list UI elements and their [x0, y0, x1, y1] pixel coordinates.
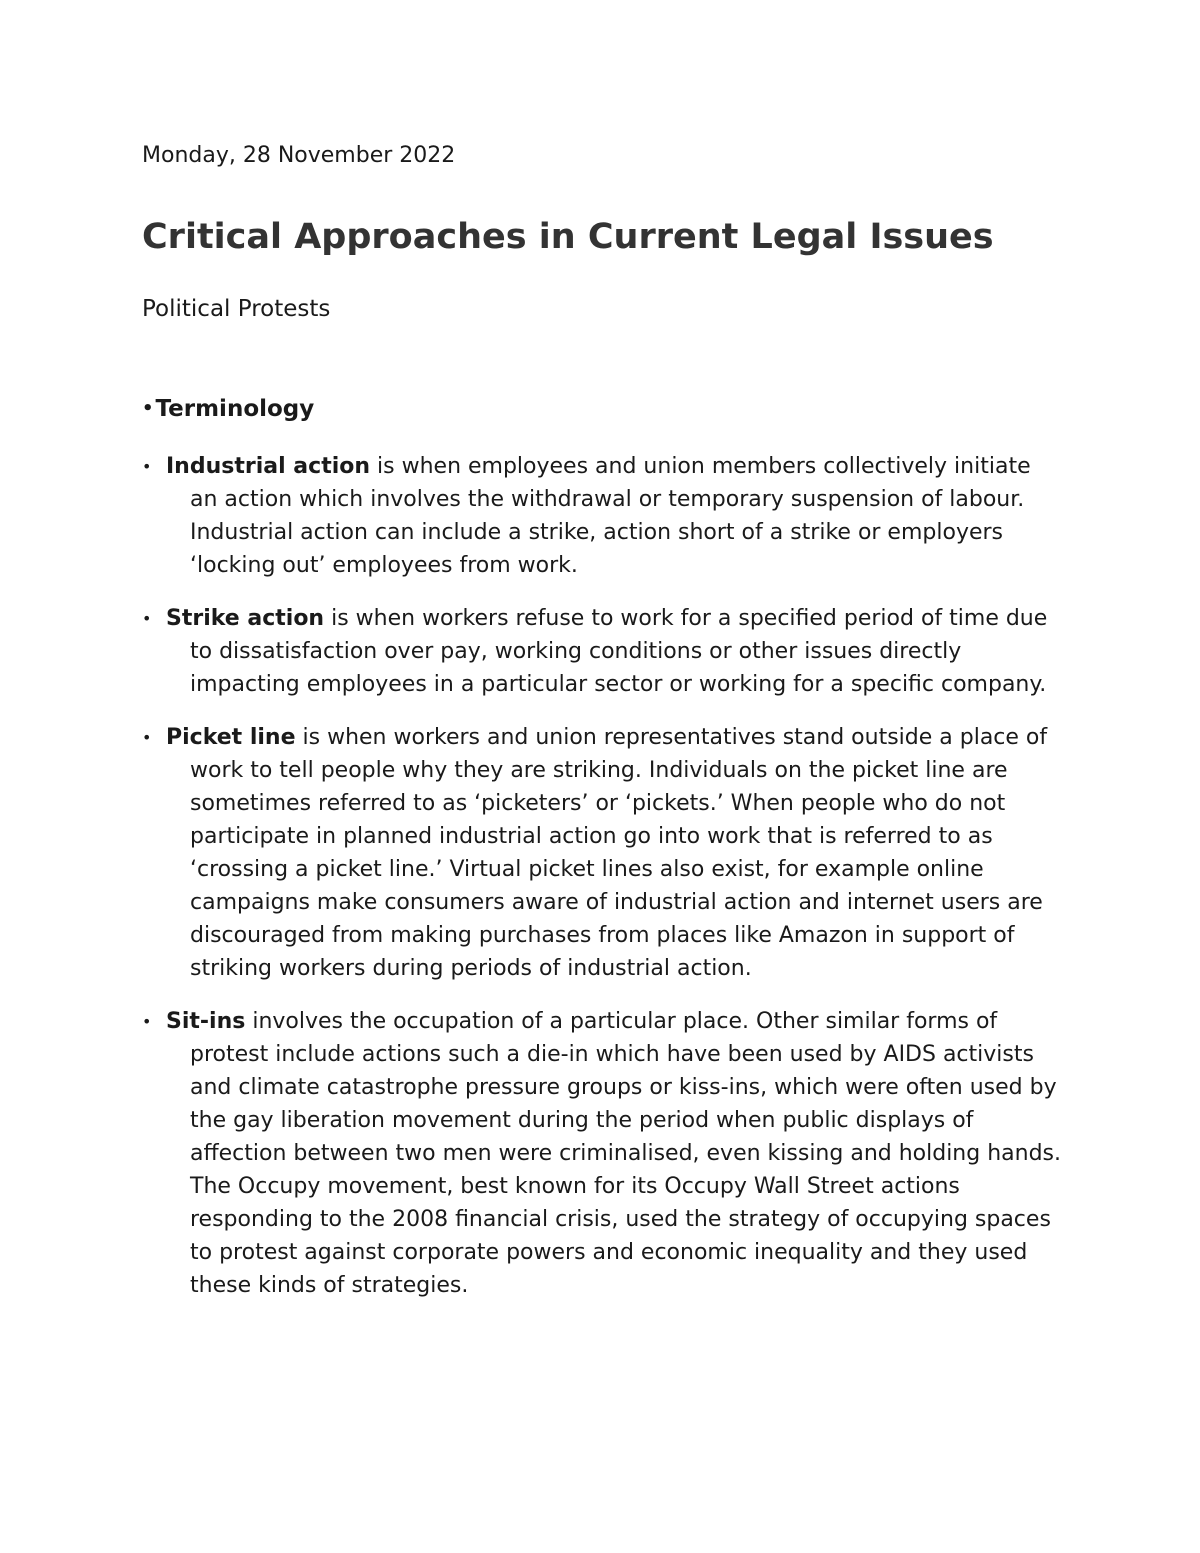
document-subtitle: Political Protests: [142, 296, 331, 322]
terminology-list: [142, 450, 1062, 1322]
term-definition: is when employees and union members collectively initiate an action which involves the withdrawal or temporary suspension of labour. Industrial action can include a strike, action short of a strike or employers ‘locking out’ employees from work.: [190, 454, 1031, 578]
document-date: Monday, 28 November 2022: [142, 143, 456, 168]
bullet-icon: •: [142, 398, 154, 419]
list-item: [142, 602, 1062, 701]
term-definition: involves the occupation of a particular place. Other similar forms of protest include actions such a die-in which have been used by AIDS activists and climate catastrophe pressure groups or kiss-ins, which were often used by the gay liberation movement during the period when public displays of affection between two men were criminalised, even kissing and holding hands. The Occupy movement, best known for its Occupy Wall Street actions responding to the 2008 financial crisis, used the strategy of occupying spaces to protest against corporate powers and economic inequality and they used these kinds of strategies.: [190, 1009, 1061, 1298]
term-name: Strike action: [166, 606, 325, 631]
section-heading: [142, 394, 314, 424]
section-heading-label: Terminology: [155, 396, 315, 422]
term-name: Picket line: [166, 725, 296, 750]
list-item: [142, 450, 1062, 582]
list-item: [142, 721, 1062, 985]
term-definition: is when workers refuse to work for a specified period of time due to dissatisfaction over pay, working conditions or other issues directly impacting employees in a particular sector or working for a specific company.: [190, 606, 1048, 697]
bullet-icon: •: [142, 728, 152, 747]
bullet-icon: •: [142, 457, 152, 476]
document-title: Critical Approaches in Current Legal Issues: [142, 217, 994, 257]
term-name: Industrial action: [166, 454, 371, 479]
term-name: Sit-ins: [166, 1009, 246, 1034]
list-item: [142, 1005, 1062, 1302]
bullet-icon: •: [142, 609, 152, 628]
bullet-icon: •: [142, 1012, 152, 1031]
term-definition: is when workers and union representatives stand outside a place of work to tell people why they are striking. Individuals on the picket line are sometimes referred to as ‘picketers’ or ‘pickets.’ When people who do not participate in planned industrial action go into work that is referred to as ‘crossing a picket line.’ Virtual picket lines also exist, for example online campaigns make consumers aware of industrial action and internet users are discouraged from making purchases from places like Amazon in support of striking workers during periods of industrial action.: [190, 725, 1048, 981]
